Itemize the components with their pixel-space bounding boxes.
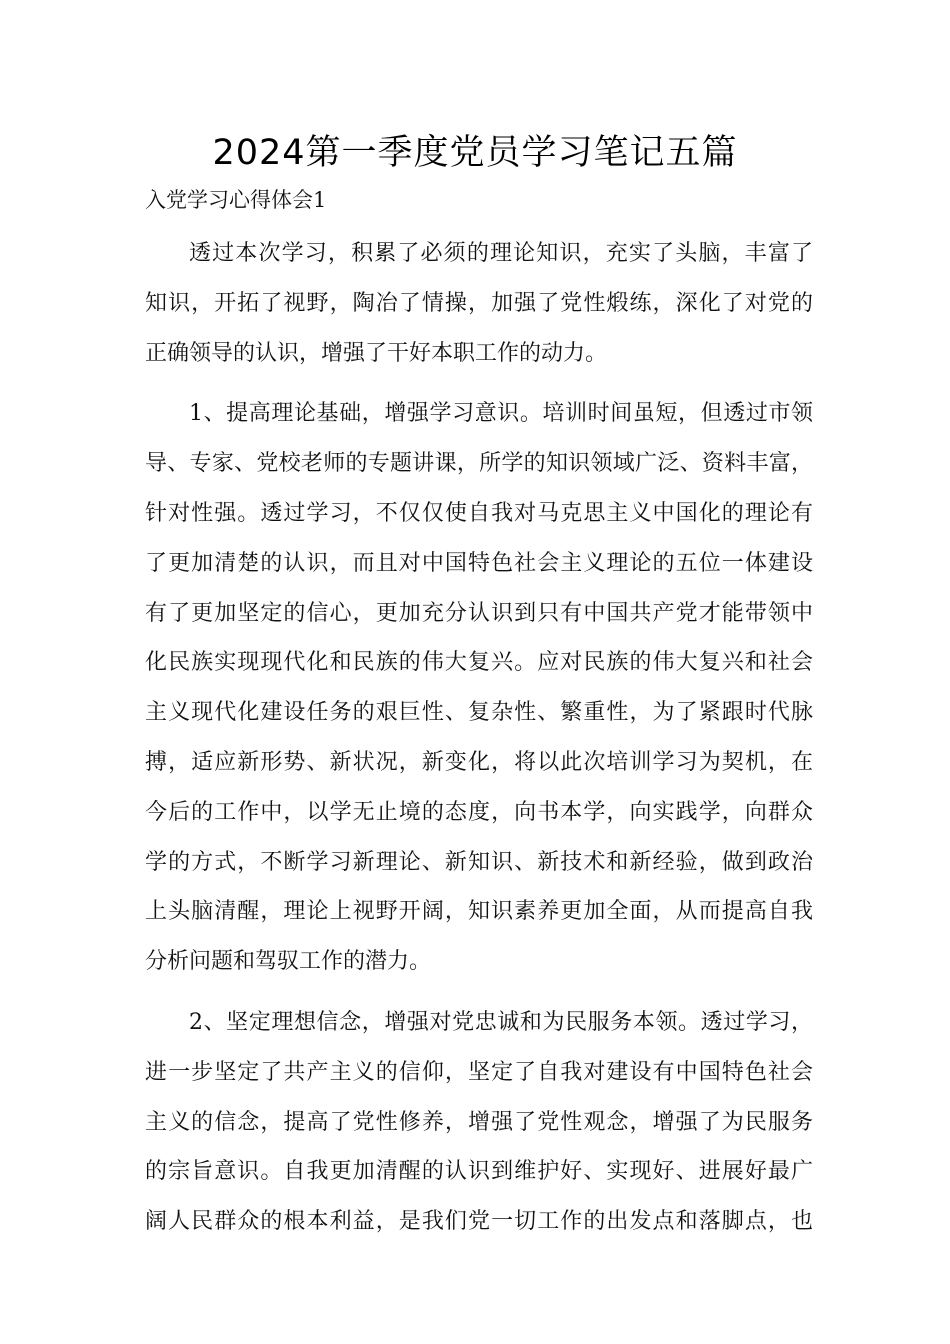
paragraph-line: 有了更加坚定的信心，更加充分认识到只有中国共产党才能带领中 — [145, 600, 813, 626]
paragraph-line: 主义的信念，提高了党性修养，增强了党性观念，增强了为民服务 — [145, 1109, 813, 1135]
paragraph-line: 知识，开拓了视野，陶冶了情操，加强了党性煅练，深化了对党的 — [145, 290, 813, 316]
document-body — [145, 229, 813, 1247]
paragraph-line: 的宗旨意识。自我更加清醒的认识到维护好、实现好、进展好最广 — [145, 1159, 813, 1185]
paragraph-line: 今后的工作中，以学无止境的态度，向书本学，向实践学，向群众 — [145, 799, 813, 825]
paragraph-line: 上头脑清醒，理论上视野开阔，知识素养更加全面，从而提高自我 — [145, 899, 813, 925]
paragraph-line: 导、专家、党校老师的专题讲课，所学的知识领域广泛、资料丰富， — [145, 451, 813, 477]
paragraph-line: 分析问题和驾驭工作的潜力。 — [145, 949, 432, 975]
paragraph-line: 针对性强。透过学习，不仅仅使自我对马克思主义中国化的理论有 — [145, 500, 813, 526]
paragraph-point-2 — [145, 998, 813, 1247]
paragraph-line: 进一步坚定了共产主义的信仰，坚定了自我对建设有中国特色社会 — [145, 1059, 813, 1085]
paragraph-line: 阔人民群众的根本利益，是我们党一切工作的出发点和落脚点，也 — [145, 1209, 813, 1235]
paragraph-line: 了更加清楚的认识，而且对中国特色社会主义理论的五位一体建设 — [145, 550, 813, 576]
paragraph-line: 正确领导的认识，增强了干好本职工作的动力。 — [145, 340, 608, 366]
paragraph-intro — [145, 229, 813, 378]
section-heading: 入党学习心得体会1 — [145, 188, 327, 212]
paragraph-line: 1、提高理论基础，增强学习意识。培训时间虽短，但透过市领 — [189, 401, 813, 427]
document-title: 2024第一季度党员学习笔记五篇 — [212, 133, 738, 173]
paragraph-line: 搏，适应新形势、新状况，新变化，将以此次培训学习为契机，在 — [145, 749, 813, 775]
paragraph-point-1 — [145, 389, 813, 987]
paragraph-line: 透过本次学习，积累了必须的理论知识，充实了头脑，丰富了 — [189, 241, 813, 266]
paragraph-line: 化民族实现现代化和民族的伟大复兴。应对民族的伟大复兴和社会 — [145, 650, 813, 676]
paragraph-line: 学的方式，不断学习新理论、新知识、新技术和新经验，做到政治 — [145, 849, 813, 875]
paragraph-line: 主义现代化建设任务的艰巨性、复杂性、繁重性，为了紧跟时代脉 — [145, 700, 813, 726]
paragraph-line: 2、坚定理想信念，增强对党忠诚和为民服务本领。透过学习， — [189, 1009, 813, 1035]
